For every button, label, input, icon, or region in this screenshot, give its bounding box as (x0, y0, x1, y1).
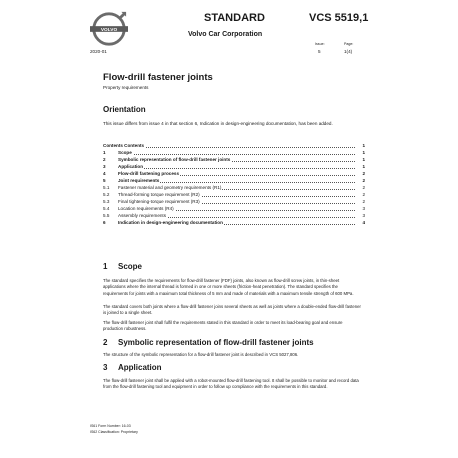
application-paragraph-1: The flow-drill fastener joint shall be applied with a robot-mounted flow-drill fastening tool. It shall be possible to monitor and record data from the flow-drill fastening tool and equipment in order to follow up compliance with the requirements in this standard. (103, 378, 359, 390)
section-title: Symbolic representation of flow-drill fastener joints (118, 338, 314, 347)
toc-heading: Contents Contents (103, 143, 145, 148)
toc-entry-number: 5.3 (103, 199, 110, 204)
section-heading-application (103, 363, 162, 372)
issue-value: 5 (318, 49, 321, 54)
toc-entry-page: 3 (362, 206, 365, 211)
issue-label: Issue: (315, 42, 325, 46)
page-label: Page: (344, 42, 354, 46)
toc-entry-number: 1 (103, 150, 106, 155)
toc-entry[interactable] (103, 177, 365, 184)
toc-entry-number: 5.2 (103, 192, 110, 197)
toc-entry-title: Thread-forming torque requirement (R2) (118, 192, 200, 197)
toc-entry[interactable] (103, 212, 365, 219)
toc-entry-title: Joint requirements (118, 178, 160, 183)
document-date: 2020-01 (90, 49, 107, 54)
section-heading-symbolic (103, 338, 314, 347)
document-number: VCS 5519,1 (309, 12, 369, 24)
section-heading-scope (103, 262, 142, 271)
toc-entry-number: 5.4 (103, 206, 110, 211)
toc-entry[interactable] (103, 184, 365, 191)
toc-entry-page: 2 (362, 171, 365, 176)
toc-entry-number: 5 (103, 178, 106, 183)
toc-entry-page: 1 (362, 157, 365, 162)
footer-classification: IS62 Classification: Proprietary (90, 430, 138, 434)
toc-entry-number: 5.5 (103, 213, 110, 218)
scope-paragraph-2: The standard covers both joints where a flow-drill fastener joins several sheets as well as joints where a double-ended flow-drill fastener is joined to a single sheet. (103, 304, 361, 316)
volvo-logo-icon (90, 10, 128, 48)
toc-heading-row (103, 142, 365, 149)
section-title: Application (118, 363, 162, 372)
toc-entry-title: Application (118, 164, 144, 169)
scope-paragraph-3: The flow-drill fastener joint shall fulfil the requirements stated in this standard in order to meet its load-bearing goal and ensure production robustness. (103, 320, 343, 332)
orientation-text: This issue differs from issue 4 in that section 6, Indication in design-engineering documentation, has been added. (103, 121, 333, 126)
document-title: Flow-drill fastener joints (103, 72, 213, 83)
toc-entry-number: 4 (103, 171, 106, 176)
page-value: 1(4) (344, 49, 353, 54)
document-type: STANDARD (204, 12, 265, 24)
toc-entry-title: Scope (118, 150, 132, 155)
toc-entry-page: 1 (362, 164, 365, 169)
toc-entry-title: Indication in design-engineering documentation (118, 220, 223, 225)
toc-entry[interactable] (103, 219, 365, 226)
toc-entry-page: 3 (362, 213, 365, 218)
section-number: 3 (103, 363, 108, 372)
section-number: 2 (103, 338, 108, 347)
toc-entry-page: 1 (362, 150, 365, 155)
toc-entry-page: 4 (362, 220, 365, 225)
toc-entry[interactable] (103, 149, 365, 156)
toc-entry[interactable] (103, 205, 365, 212)
toc-entry-title: Symbolic representation of flow-drill fastener joints (118, 157, 231, 162)
orientation-heading: Orientation (103, 105, 146, 114)
toc-entry-title: Location requirements (R4) (118, 206, 174, 211)
toc-entry-title: Final tightening-torque requirement (R3) (118, 199, 200, 204)
toc-entry-page: 2 (362, 192, 365, 197)
toc-entry-page: 2 (362, 199, 365, 204)
section-title: Scope (118, 262, 143, 271)
toc-entry-number: 3 (103, 164, 106, 169)
toc-entry-number: 6 (103, 220, 106, 225)
toc-entry-title: Flow-drill fastening process (118, 171, 180, 176)
toc-entry[interactable] (103, 191, 365, 198)
footer-form-number: IS61 Form Number: 16-03 (90, 424, 131, 428)
toc-entry-number: 2 (103, 157, 106, 162)
toc-entry-page: 2 (362, 185, 365, 190)
toc-heading-page: 1 (362, 143, 365, 148)
toc-entry[interactable] (103, 163, 365, 170)
toc-entry[interactable] (103, 156, 365, 163)
table-of-contents (103, 142, 365, 226)
symbolic-paragraph-1: The structure of the symbolic representation for a flow-drill fastener joint is described in VCS 5027,806. (103, 352, 299, 357)
toc-entry-title: Fastener material and geometry requirements (R1) (118, 185, 222, 190)
document-subtitle: Property requirements (103, 85, 149, 90)
section-number: 1 (103, 262, 108, 271)
scope-paragraph-1: The standard specifies the requirements for flow-drill fastener (FDF) joints, also known as flow-drill screw joints, in thin-sheet applications where the internal thread is formed in one or more sheets (friction-heat penetration). The standard specifies the requirements for joints with a maximum total thickness of 5 mm and made of materials with a maximum tensile strength of 600 MPa. (103, 278, 354, 296)
toc-entry-page: 2 (362, 178, 365, 183)
toc-entry[interactable] (103, 198, 365, 205)
toc-entry[interactable] (103, 170, 365, 177)
toc-entry-title: Assembly requirements (118, 213, 166, 218)
toc-entry-number: 5.1 (103, 185, 110, 190)
company-name: Volvo Car Corporation (188, 31, 263, 38)
svg-text:VOLVO: VOLVO (100, 27, 118, 33)
